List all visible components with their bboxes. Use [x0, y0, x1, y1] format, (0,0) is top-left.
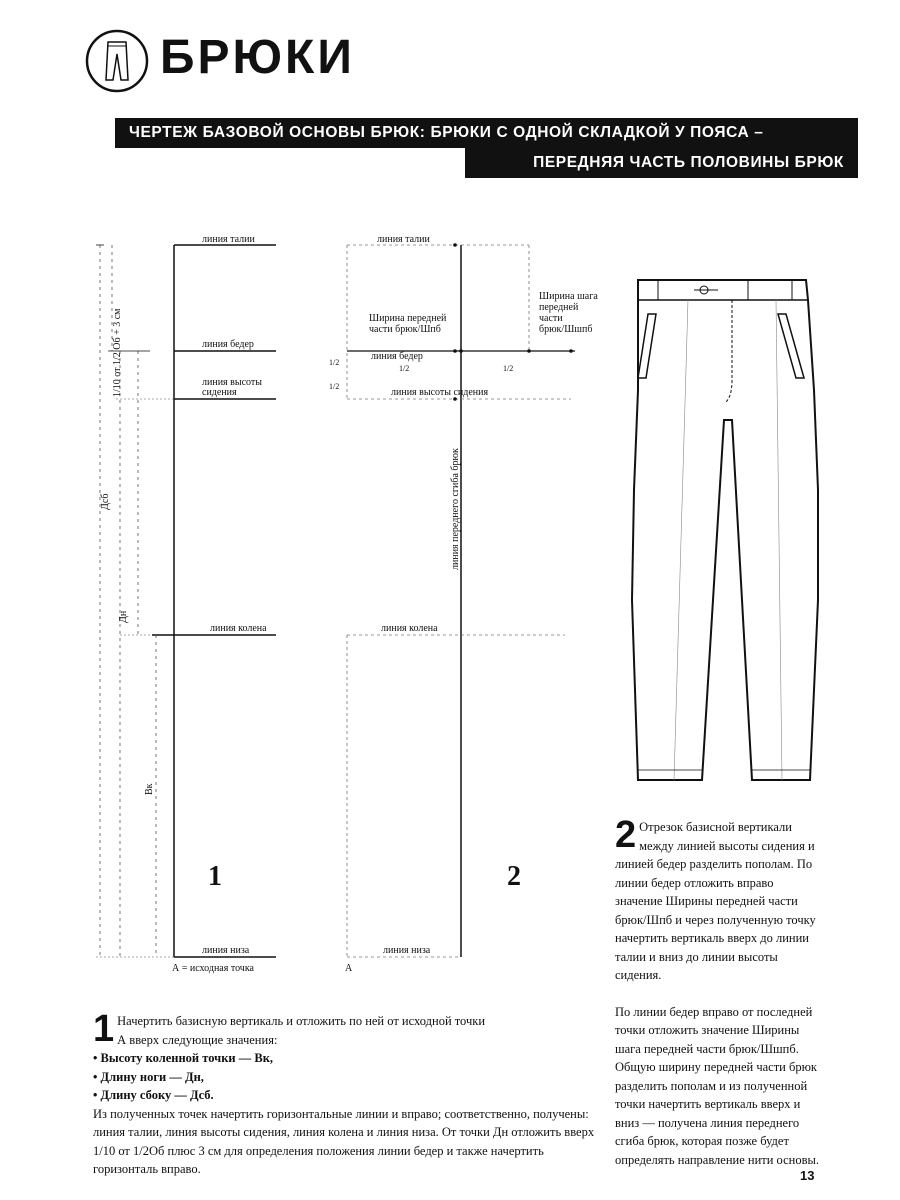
text-1-number: 1 — [93, 1008, 115, 1050]
page-number: 13 — [800, 1168, 815, 1183]
text-1-bullets — [93, 1049, 598, 1105]
text-block-1 — [93, 1008, 598, 1179]
drawing-number-2: 2 — [507, 861, 521, 892]
label-half-d: 1/2 — [329, 382, 340, 391]
text-2-p2: По линии бедер вправо от последней точки отложить значение Ширины шага передней части брюк/Шшпб. Общую ширину передней части брюк разделить пополам и из полученной точки начертить вертикаль вверх и вниз — получена линия переднего сгиба брюк, которая позже будет определять направление нити основы. — [615, 1004, 820, 1167]
text-2-p1: 2 Отрезок базисной вертикали между линией высоты сидения и линией бедер разделить пополам. По линии бедер отложить вправо значение Ширины передней части брюк/Шпб и через полученную точку начертить вертикаль вверх до линии талии и вниз до линии высоты сидения. — [615, 814, 816, 982]
label-knee-2: линия колена — [381, 623, 438, 634]
dim-dsb-1: Дсб — [100, 493, 111, 510]
label-half-a: 1/2 — [399, 364, 410, 373]
dim-dn-1: Дн — [118, 610, 129, 623]
label-crease: линия переднего сгиба брюк — [450, 448, 461, 570]
drawing-number-1: 1 — [208, 861, 222, 892]
page-title: БРЮКИ — [160, 31, 355, 84]
label-seat-1b: сидения — [202, 387, 237, 398]
trousers-illustration — [628, 270, 828, 790]
label-front-width: Ширина передней — [369, 313, 447, 324]
label-hem-2: линия низа — [383, 945, 431, 956]
subtitle-line-2: ПЕРЕДНЯЯ ЧАСТЬ ПОЛОВИНЫ БРЮК — [465, 148, 858, 178]
label-step-width-d: брюк/Шшпб — [539, 324, 593, 335]
text-1-intro: 1 Начертить базисную вертикаль и отложить по ней от исходной точки А вверх следующие значения: — [93, 1008, 486, 1050]
label-waist-2: линия талии — [377, 234, 430, 245]
label-waist-1: линия талии — [202, 234, 255, 245]
label-origin-1: А = исходная точка — [172, 963, 254, 974]
text-block-2 — [615, 814, 820, 1169]
label-half-c: 1/2 — [329, 358, 340, 367]
label-hip-1: линия бедер — [202, 339, 254, 350]
label-knee-1: линия колена — [210, 623, 267, 634]
drawing-2 — [325, 225, 625, 980]
trousers-logo-icon — [84, 28, 150, 94]
label-seat-1: линия высоты — [202, 377, 262, 388]
label-hem-1: линия низа — [202, 945, 250, 956]
text-2-number: 2 — [615, 814, 637, 856]
dim-vk-1: Вк — [144, 783, 155, 795]
label-front-width-b: части брюк/Шпб — [369, 324, 441, 335]
label-half-b: 1/2 — [503, 364, 514, 373]
bullet-dn: • Длину ноги — Дн, — [93, 1068, 598, 1087]
label-step-width-b: передней — [539, 302, 579, 313]
dim-hip-1: 1/10 от 1/2 Об + 3 см — [112, 308, 123, 397]
label-origin-2: А — [345, 963, 353, 974]
bullet-dsb: • Длину сбоку — Дсб. — [93, 1086, 598, 1105]
text-1-outro: Из полученных точек начертить горизонтальные линии и вправо; соответственно, получены: линия талии, линия высоты сидения, линия колена и линия низа. От точки Дн отложить вверх 1/10 от 1/2Об плюс 3 см для определения положения линии бедер и также начертить горизонталь вправо. — [93, 1106, 595, 1176]
label-step-width-c: части — [539, 313, 563, 324]
bullet-vk: • Высоту коленной точки — Вк, — [93, 1049, 598, 1068]
drawing-1 — [90, 225, 290, 980]
label-step-width: Ширина шага — [539, 291, 598, 302]
label-seat-2: линия высоты сидения — [391, 387, 489, 398]
subtitle-line-1: ЧЕРТЕЖ БАЗОВОЙ ОСНОВЫ БРЮК: БРЮКИ С ОДНОЙ СКЛАДКОЙ У ПОЯСА – — [115, 118, 858, 148]
label-hip-2: линия бедер — [371, 351, 423, 362]
